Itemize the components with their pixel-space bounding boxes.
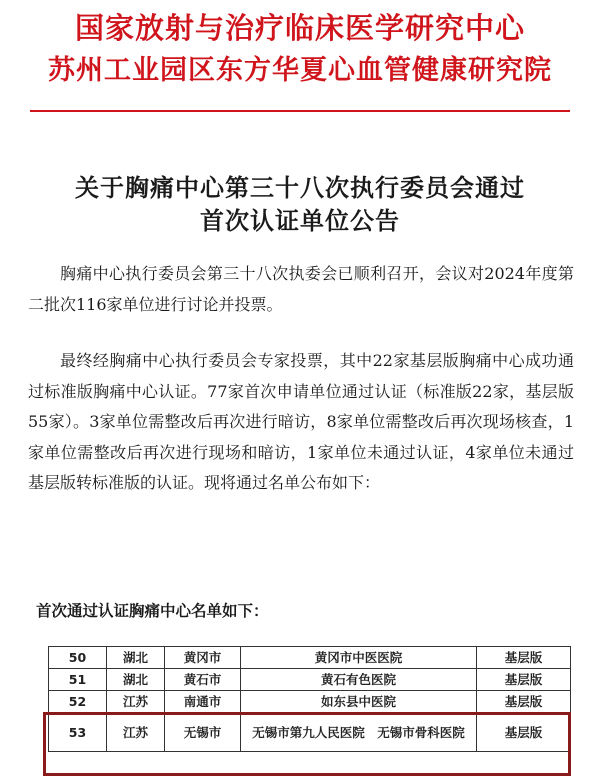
hospital-cell: 如东县中医院 — [241, 691, 477, 713]
row-number: 50 — [49, 647, 107, 669]
city-cell: 黄石市 — [165, 669, 241, 691]
level-cell: 基层版 — [477, 713, 571, 752]
list-title: 首次通过认证胸痛中心名单如下： — [36, 602, 269, 620]
row-number: 51 — [49, 669, 107, 691]
certified-units-table — [48, 646, 571, 752]
city-cell: 黄冈市 — [165, 647, 241, 669]
hospital-cell: 黄石有色医院 — [241, 669, 477, 691]
province-cell: 江苏 — [107, 691, 165, 713]
level-cell: 基层版 — [477, 669, 571, 691]
table-row — [49, 713, 571, 752]
table-row — [49, 691, 571, 713]
hospital-cell: 无锡市第九人民医院 无锡市骨科医院 — [241, 713, 477, 752]
letterhead-line-1: 国家放射与治疗临床医学研究中心 — [74, 11, 525, 45]
notice-title-line-2: 首次认证单位公告 — [200, 206, 400, 235]
city-cell: 无锡市 — [165, 713, 241, 752]
paragraph-2: 最终经胸痛中心执行委员会专家投票，其中22家基层版胸痛中心成功通过标准版胸痛中心认证。77家首次申请单位通过认证（标准版22家，基层版55家）。3家单位需整改后再次进行暗访，8家单位需整改后再次现场核查，1家单位需整改后再次进行现场和暗访，1家单位未通过认证，4家单位未通过基层版转标准版的认证。现将通过名单公布如下： — [28, 351, 574, 492]
province-cell: 湖北 — [107, 647, 165, 669]
table-row — [49, 647, 571, 669]
table-row — [49, 669, 571, 691]
row-number: 53 — [49, 713, 107, 752]
notice-title-line-1: 关于胸痛中心第三十八次执行委员会通过 — [75, 173, 525, 202]
letterhead-line-2: 苏州工业园区东方华夏心血管健康研究院 — [48, 55, 552, 86]
province-cell: 江苏 — [107, 713, 165, 752]
city-cell: 南通市 — [165, 691, 241, 713]
level-cell: 基层版 — [477, 647, 571, 669]
paragraph-1: 胸痛中心执行委员会第三十八次执委会已顺利召开，会议对2024年度第二批次116家单位进行讨论并投票。 — [28, 264, 574, 314]
letterhead-divider — [30, 110, 570, 112]
province-cell: 湖北 — [107, 669, 165, 691]
hospital-cell: 黄冈市中医医院 — [241, 647, 477, 669]
row-number: 52 — [49, 691, 107, 713]
level-cell: 基层版 — [477, 691, 571, 713]
